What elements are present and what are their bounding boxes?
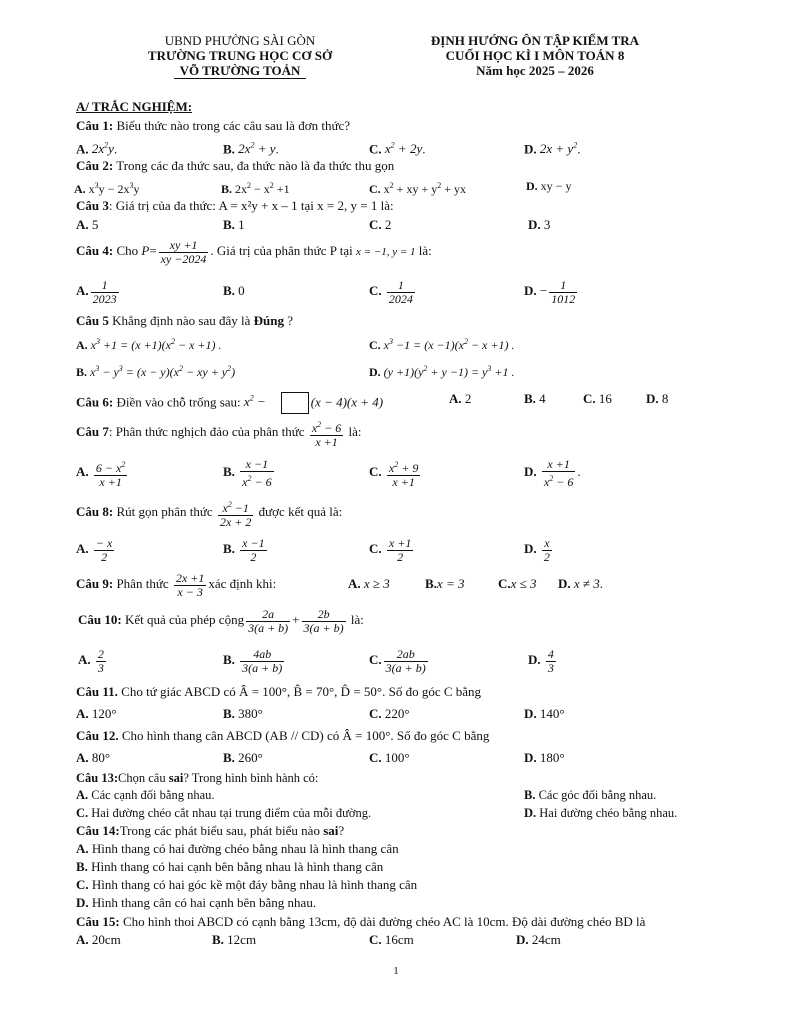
question-13: Câu 13:Chọn câu sai? Trong hình bình hành có: xyxy=(76,771,319,785)
q1-option-c: C. $x^2 + 2y$. xyxy=(369,141,426,157)
q9-option-d: D. x ≠ 3. xyxy=(558,576,604,591)
q5-option-c: C. $x^3 -1 = (x -1)(x^2 - x +1)$ . xyxy=(369,337,515,352)
question-3 xyxy=(76,198,736,214)
q15-option-a: A. 20cm xyxy=(76,932,121,947)
q12-option-c: C. 100° xyxy=(369,750,410,765)
question-6: Câu 6: Điền vào chỗ trống sau: $x^2$ − (x − 4)(x + 4) xyxy=(76,388,736,414)
q13-option-c: C. Hai đường chéo cắt nhau tại trung điểm của mỗi đường. xyxy=(76,806,372,820)
section-title: A/ TRẮC NGHIỆM: xyxy=(76,99,193,114)
q14-option-c: C. Hình thang có hai góc kề một đáy bằng nhau là hình thang cân xyxy=(76,877,418,892)
question-11: Câu 11. Cho tứ giác ABCD có Â = 100°, B̂ = 70°, D̂ = 50°. Số đo góc C bằng xyxy=(76,684,482,699)
q2-option-d: D. xy − y xyxy=(526,179,572,193)
q4-option-b: B. 0 xyxy=(223,283,245,298)
exam-header xyxy=(400,33,670,78)
q3-option-d: D. 3 xyxy=(528,217,551,232)
question-7: Câu 7: Phân thức nghịch đảo của phân thức $\frac{x^2 - 6}{x +1}$ là: xyxy=(76,419,362,449)
q13-option-d: D. Hai đường chéo bằng nhau. xyxy=(524,806,678,820)
q1-option-d: D. $2x + y^2$. xyxy=(524,141,581,157)
q10-option-b: B. $\frac{4ab}{3(a + b)}$ xyxy=(223,646,283,675)
q10-option-d: D. $\frac{4}{3}$ xyxy=(528,646,554,675)
question-1 xyxy=(76,118,736,134)
q10-option-c: C. $\frac{2ab}{3(a + b)}$ xyxy=(369,646,426,675)
q11-option-b: B. 380° xyxy=(223,706,263,721)
q5-option-d: D. $(y +1)(y^2 + y -1) = y^3 +1$ . xyxy=(369,364,515,379)
q9-option-c: C.x ≤ 3 xyxy=(498,576,537,591)
q1-option-a: A. $2x^2y$. xyxy=(76,141,118,157)
district-name: UBND PHƯỜNG SÀI GÒN xyxy=(164,33,316,48)
q7-option-b: B. $\frac{x -1}{x^2 - 6}$ xyxy=(223,456,272,489)
question-5: Câu 5 Khẳng định nào sau đây là Đúng ? xyxy=(76,313,294,328)
q9-option-b: B.x = 3 xyxy=(425,576,465,591)
exam-title: ĐỊNH HƯỚNG ÔN TẬP KIỂM TRA xyxy=(430,33,640,48)
q5-option-a: A. $x^3 +1 = (x +1)(x^2 - x +1)$ . xyxy=(76,337,222,352)
q6-option-d: D. 8 xyxy=(646,391,669,406)
question-4: Câu 4: Cho P= $\frac{xy +1}{xy -2024}$ . Giá trị của phân thức P tại x = −1, y = 1 là: xyxy=(76,237,432,266)
question-text: Biểu thức nào trong các câu sau là đơn thức? xyxy=(116,118,351,133)
q3-option-c: C. 2 xyxy=(369,217,392,232)
q8-option-a: A. $\frac{- x}{2}$ xyxy=(76,535,113,564)
q10-option-a: A. $\frac{2}{3}$ xyxy=(78,646,104,675)
q4-option-d: D. − $\frac{1}{1012}$ xyxy=(524,277,576,306)
q9-option-a: A. x ≥ 3 xyxy=(348,576,390,591)
q8-option-d: D. $\frac{x}{2}$ xyxy=(524,535,550,564)
q15-option-d: D. 24cm xyxy=(516,932,561,947)
q4-option-c: C. $\frac{1}{2024}$ xyxy=(369,277,413,306)
q14-option-d: D. Hình thang cân có hai cạnh bên bằng nhau. xyxy=(76,895,317,910)
q6-option-b: B. 4 xyxy=(524,391,546,406)
blank-box xyxy=(281,392,309,414)
q8-option-c: C. $\frac{x +1}{2}$ xyxy=(369,535,412,564)
q8-option-b: B. $\frac{x -1}{2}$ xyxy=(223,535,265,564)
q1-option-b: B. $2x^2 + y$. xyxy=(223,141,279,157)
question-text: : Giá trị của đa thức: A = x²y + x – 1 tại x = 2, y = 1 là: xyxy=(108,198,394,213)
q12-option-a: A. 80° xyxy=(76,750,111,765)
question-12: Câu 12. Cho hình thang cân ABCD (AB // CD) có Â = 100°. Số đo góc C bằng xyxy=(76,728,490,743)
q7-option-d: D. $\frac{x +1}{x^2 - 6}$ . xyxy=(524,456,581,489)
q11-option-c: C. 220° xyxy=(369,706,410,721)
q4-option-a: A. $\frac{1}{2023}$ xyxy=(76,277,117,306)
q7-option-a: A. $\frac{6 - x^2}{x +1}$ xyxy=(76,459,126,489)
question-10: Câu 10: Kết quả của phép cộng $\frac{2a}{3(a + b)}$ + $\frac{2b}{3(a + b)}$ là: xyxy=(78,606,364,635)
q14-option-b: B. Hình thang có hai cạnh bên bằng nhau là hình thang cân xyxy=(76,859,384,874)
q15-option-b: B. 12cm xyxy=(212,932,257,947)
question-label: Câu 3 xyxy=(76,198,109,213)
school-year: Năm học 2025 – 2026 xyxy=(476,63,594,78)
question-2 xyxy=(76,158,736,174)
q3-option-b: B. 1 xyxy=(223,217,245,232)
question-label: Câu 1: xyxy=(76,118,114,133)
q12-option-d: D. 180° xyxy=(524,750,565,765)
school-header xyxy=(120,33,360,79)
q11-option-d: D. 140° xyxy=(524,706,565,721)
exam-subject: CUỐI HỌC KÌ I MÔN TOÁN 8 xyxy=(445,48,625,63)
question-14: Câu 14:Trong các phát biểu sau, phát biểu nào sai? xyxy=(76,823,345,838)
q15-option-c: C. 16cm xyxy=(369,932,414,947)
q3-option-a: A. 5 xyxy=(76,217,99,232)
school-name: VÕ TRƯỜNG TOẢN xyxy=(174,63,307,79)
question-8: Câu 8: Rút gọn phân thức $\frac{x^2 -1}{2x + 2}$ được kết quả là: xyxy=(76,499,343,529)
q2-option-a: A. $x^3y - 2x^3y$ xyxy=(74,181,140,196)
page-number: 1 xyxy=(393,965,399,977)
q6-option-a: A. 2 xyxy=(449,391,472,406)
question-15: Câu 15: Cho hình thoi ABCD có cạnh bằng 13cm, độ dài đường chéo AC là 10cm. Độ dài đường chéo BD là xyxy=(76,914,646,929)
q11-option-a: A. 120° xyxy=(76,706,117,721)
question-text: Trong các đa thức sau, đa thức nào là đa thức thu gọn xyxy=(116,158,395,173)
question-label: Câu 2: xyxy=(76,158,114,173)
q7-option-c: C. $\frac{x^2 + 9}{x +1}$ xyxy=(369,459,419,489)
q14-option-a: A. Hình thang có hai đường chéo bằng nhau là hình thang cân xyxy=(76,841,399,856)
q2-option-c: C. $x^2$ + xy + $y^2$ + yx xyxy=(369,181,466,196)
question-9: Câu 9: Phân thức $\frac{2x +1}{x - 3}$ xác định khi: xyxy=(76,570,277,599)
q12-option-b: B. 260° xyxy=(223,750,263,765)
q13-option-a: A. Các cạnh đối bằng nhau. xyxy=(76,788,215,802)
q5-option-b: B. $x^3 - y^3 = (x - y)(x^2$ − xy + $y^2$) xyxy=(76,364,236,379)
q2-option-b: B. $2x^2 - x^2 +1$ xyxy=(221,181,290,196)
school-type: TRƯỜNG TRUNG HỌC CƠ SỞ xyxy=(147,48,333,63)
q6-option-c: C. 16 xyxy=(583,391,612,406)
q13-option-b: B. Các góc đối bằng nhau. xyxy=(524,788,657,802)
